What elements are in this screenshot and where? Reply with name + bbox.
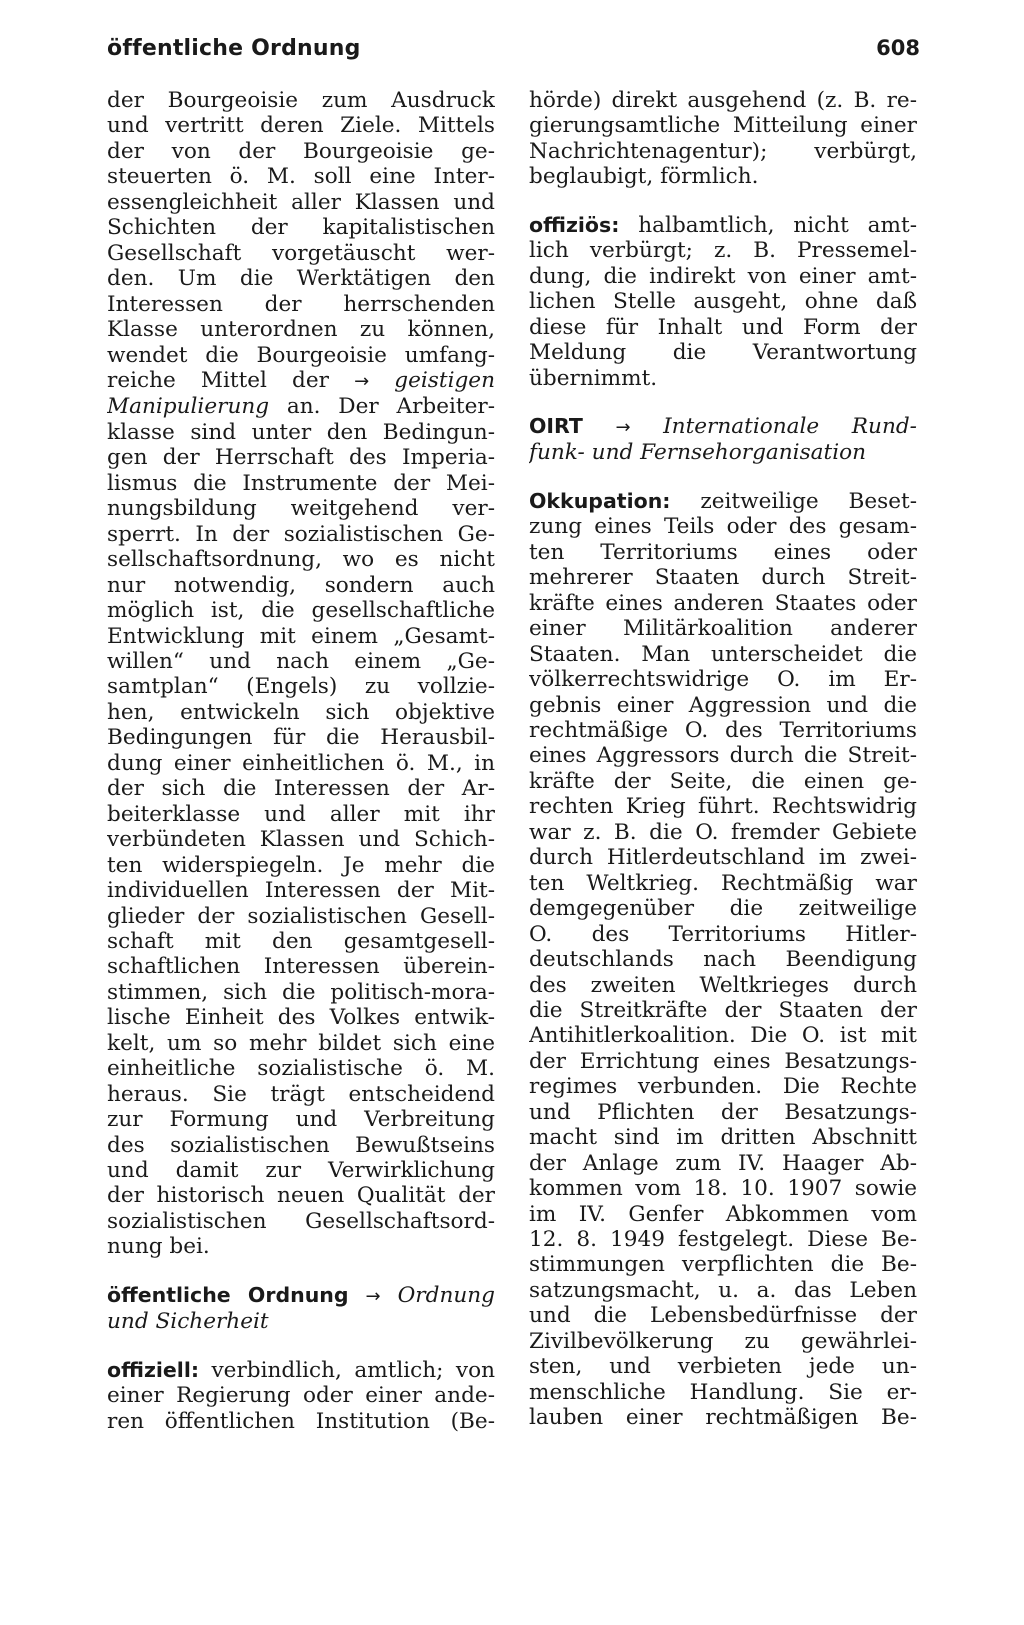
text-line: rechtmäßige O. des Territoriums: [529, 717, 917, 743]
text-line: diese für Inhalt und Form der: [529, 314, 917, 340]
entry-headword: Okkupation:: [529, 488, 671, 513]
text-line: willen“ und nach einem „Ge-: [107, 648, 495, 674]
entry-spacer: [529, 190, 917, 213]
text-fragment: zeitweilige Beset-: [700, 488, 917, 514]
text-line: den. Um die Werktätigen den: [107, 266, 495, 292]
entry-spacer: [529, 466, 917, 489]
text-line: im IV. Genfer Abkommen vom: [529, 1201, 917, 1227]
text-line: Bedingungen für die Herausbil-: [107, 725, 495, 751]
cross-reference-arrow: →: [615, 416, 631, 438]
text-line: deutschlands nach Beendigung: [529, 947, 917, 973]
text-line: ten Territoriums eines oder: [529, 539, 917, 565]
text-line: rechten Krieg führt. Rechtswidrig: [529, 794, 917, 820]
text-line: beiterklasse und aller mit ihr: [107, 801, 495, 827]
text-line: des zweiten Weltkrieges durch: [529, 972, 917, 998]
text-line: satzungsmacht, u. a. das Leben: [529, 1277, 917, 1303]
text-line: einer Regierung oder einer ande-: [107, 1383, 495, 1409]
text-line: lische Einheit des Volkes entwik-: [107, 1005, 495, 1031]
text-line: kräfte eines anderen Staates oder: [529, 590, 917, 616]
text-line: sperrt. In der sozialistischen Ge-: [107, 521, 495, 547]
text-line: Antihitlerkoalition. Die O. ist mit: [529, 1023, 917, 1049]
text-line: O. des Territoriums Hitler-: [529, 921, 917, 947]
text-line: hen, entwickeln sich objektive: [107, 699, 495, 725]
text-line: [107, 1283, 495, 1309]
text-line: dung, die indirekt von einer amt-: [529, 263, 917, 289]
text-line: ten widerspiegeln. Je mehr die: [107, 852, 495, 878]
text-line: Interessen der herrschenden: [107, 291, 495, 317]
text-line: menschliche Handlung. Sie er-: [529, 1379, 917, 1405]
text-line: völkerrechtswidrige O. im Er-: [529, 667, 917, 693]
text-line: der von der Bourgeoisie ge-: [107, 138, 495, 164]
text-line: sten, und verbieten jede un-: [529, 1354, 917, 1380]
text-line: individuellen Interessen der Mit-: [107, 878, 495, 904]
text-line: lauben einer rechtmäßigen Be-: [529, 1405, 917, 1431]
cross-reference-link[interactable]: Manipulierung: [107, 394, 270, 420]
text-line: [529, 414, 917, 440]
text-line: übernimmt.: [529, 365, 658, 391]
cross-reference-link[interactable]: Ordnung: [397, 1282, 495, 1308]
text-line: zung eines Teils oder des gesam-: [529, 514, 917, 540]
text-line: [107, 1358, 495, 1383]
text-line: stimmungen verpflichten die Be-: [529, 1252, 917, 1278]
entry-okkupation: [529, 489, 917, 1431]
cross-reference-link[interactable]: funk- und Fernsehorganisation: [529, 440, 867, 466]
text-fragment: halbamtlich, nicht amt-: [638, 212, 917, 238]
text-line: einheitliche sozialistische ö. M.: [107, 1056, 495, 1082]
text-line: Schichten der kapitalistischen: [107, 215, 495, 241]
text-line: verbündeten Klassen und Schich-: [107, 827, 495, 853]
text-line: gebnis einer Aggression und die: [529, 692, 917, 718]
text-line: steuerten ö. M. soll eine Inter-: [107, 164, 495, 190]
entry-headword: öffentliche Ordnung: [107, 1282, 349, 1307]
text-line: macht sind im dritten Abschnitt: [529, 1125, 917, 1151]
cross-reference-link[interactable]: und Sicherheit: [107, 1309, 269, 1335]
right-column: [529, 88, 917, 1431]
text-line: Entwicklung mit einem „Gesamt-: [107, 623, 495, 649]
text-line: die Streitkräfte der Staaten der: [529, 997, 917, 1023]
text-fragment: an. Der Arbeiter-: [286, 394, 495, 420]
text-line: sozialistischen Gesellschaftsord-: [107, 1208, 495, 1234]
text-line: nung bei.: [107, 1234, 210, 1260]
cross-reference-arrow: →: [354, 370, 370, 392]
text-line: glieder der sozialistischen Gesell-: [107, 903, 495, 929]
text-line: demgegenüber die zeitweilige: [529, 896, 917, 922]
entry-oirt: [529, 414, 917, 466]
text-line: stimmen, sich die politisch-mora-: [107, 979, 495, 1005]
text-line: [529, 489, 917, 514]
text-line: ren öffentlichen Institution (Be-: [107, 1408, 495, 1434]
text-line: heraus. Sie trägt entscheidend: [107, 1081, 495, 1107]
text-fragment: verbindlich, amtlich; von: [211, 1357, 495, 1383]
text-line: beglaubigt, förmlich.: [529, 164, 759, 190]
entry-offizioes: [529, 213, 917, 391]
text-line: Gesellschaft vorgetäuscht wer-: [107, 240, 495, 266]
text-line: eines Aggressors durch die Streit-: [529, 743, 917, 769]
text-line: war z. B. die O. fremder Gebiete: [529, 819, 917, 845]
cross-reference-arrow: →: [365, 1285, 381, 1307]
text-line: und die Lebensbedürfnisse der: [529, 1303, 917, 1329]
text-line: lich verbürgt; z. B. Pressemel-: [529, 238, 917, 264]
text-line: Zivilbevölkerung zu gewährlei-: [529, 1328, 917, 1354]
text-line: lichen Stelle ausgeht, ohne daß: [529, 289, 917, 315]
text-line: der historisch neuen Qualität der: [107, 1183, 495, 1209]
text-line: samtplan“ (Engels) zu vollzie-: [107, 674, 495, 700]
text-line: des sozialistischen Bewußtseins: [107, 1132, 495, 1158]
text-line: 12. 8. 1949 festgelegt. Diese Be-: [529, 1227, 917, 1253]
running-head: öffentliche Ordnung: [107, 36, 361, 61]
text-line: einer Militärkoalition anderer: [529, 616, 917, 642]
text-line: der Errichtung eines Besatzungs-: [529, 1048, 917, 1074]
entry-headword: offiziös:: [529, 212, 620, 237]
text-line: schaft mit den gesamtgesell-: [107, 928, 495, 954]
entry-oeffentliche-meinung-continued: [107, 88, 495, 1260]
entry-spacer: [107, 1335, 495, 1358]
text-line: ten Weltkrieg. Rechtmäßig war: [529, 870, 917, 896]
entry-oeffentliche-ordnung: [107, 1283, 495, 1335]
text-line: zur Formung und Verbreitung: [107, 1107, 495, 1133]
left-column: [107, 88, 495, 1434]
text-line: Klasse unterordnen zu können,: [107, 317, 495, 343]
text-line: kräfte der Seite, die einen ge-: [529, 768, 917, 794]
entry-headword: offiziell:: [107, 1357, 200, 1382]
entry-spacer: [529, 391, 917, 414]
cross-reference-link[interactable]: Internationale Rund-: [663, 413, 917, 439]
text-line: der Bourgeoisie zum Ausdruck: [107, 88, 495, 113]
text-fragment: reiche Mittel der: [107, 367, 329, 393]
text-line: hörde) direkt ausgehend (z. B. re-: [529, 88, 917, 113]
text-line: [107, 394, 495, 419]
text-line: nungsbildung weitgehend ver-: [107, 496, 495, 522]
cross-reference-link[interactable]: geistigen: [394, 367, 495, 393]
text-line: [529, 213, 917, 238]
text-line: und damit zur Verwirklichung: [107, 1158, 495, 1184]
text-line: essengleichheit aller Klassen und: [107, 189, 495, 215]
page-number: 608: [876, 36, 920, 60]
text-line: dung einer einheitlichen ö. M., in: [107, 750, 495, 776]
text-line: kelt, um so mehr bildet sich eine: [107, 1030, 495, 1056]
text-line: der Anlage zum IV. Haager Ab-: [529, 1150, 917, 1176]
text-line: gen der Herrschaft des Imperia-: [107, 445, 495, 471]
text-line: und Pflichten der Besatzungs-: [529, 1099, 917, 1125]
text-line: durch Hitlerdeutschland im zwei-: [529, 845, 917, 871]
text-line: lismus die Instrumente der Mei-: [107, 470, 495, 496]
entry-headword: OIRT: [529, 413, 583, 438]
text-line: schaftlichen Interessen überein-: [107, 954, 495, 980]
text-line: nur notwendig, sondern auch: [107, 572, 495, 598]
text-line: mehrerer Staaten durch Streit-: [529, 565, 917, 591]
text-line: gierungsamtliche Mitteilung einer: [529, 113, 917, 139]
text-line: wendet die Bourgeoisie umfang-: [107, 342, 495, 368]
text-line: [107, 368, 495, 394]
text-line: kommen vom 18. 10. 1907 sowie: [529, 1176, 917, 1202]
entry-offiziell-continued: [529, 88, 917, 190]
text-line: regimes verbunden. Die Rechte: [529, 1074, 917, 1100]
entry-spacer: [107, 1260, 495, 1283]
text-line: Staaten. Man unterscheidet die: [529, 641, 917, 667]
text-line: klasse sind unter den Bedingun-: [107, 419, 495, 445]
text-line: der sich die Interessen der Ar-: [107, 776, 495, 802]
text-line: sellschaftsordnung, wo es nicht: [107, 547, 495, 573]
text-line: Meldung die Verantwortung: [529, 340, 917, 366]
entry-offiziell: [107, 1358, 495, 1434]
text-line: und vertritt deren Ziele. Mittels: [107, 113, 495, 139]
text-line: Nachrichtenagentur); verbürgt,: [529, 138, 917, 164]
text-line: möglich ist, die gesellschaftliche: [107, 598, 495, 624]
